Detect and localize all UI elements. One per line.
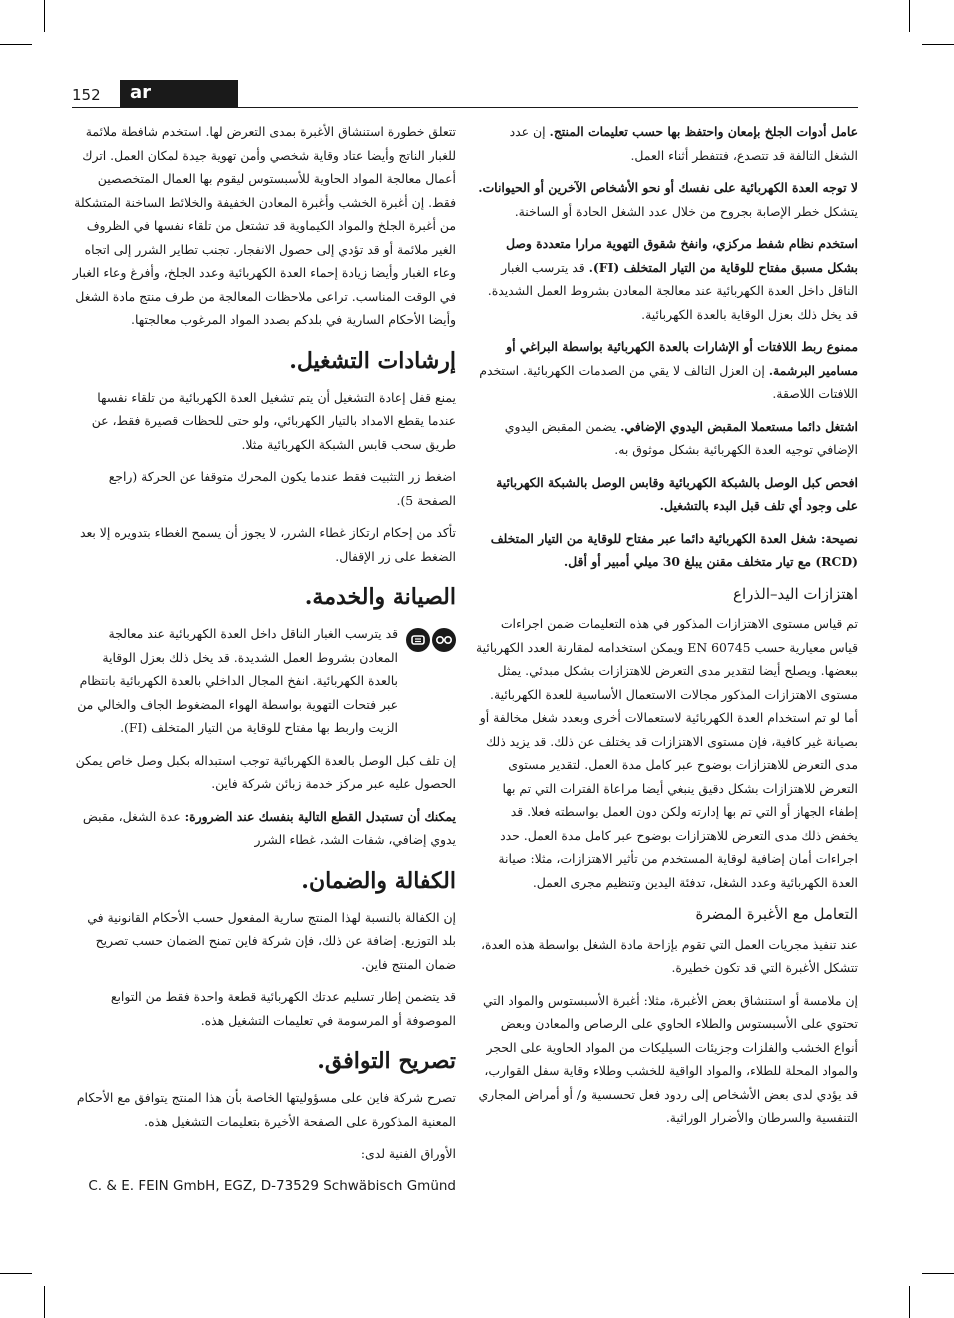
manufacturer-address: C. & E. FEIN GmbH, EGZ, D-73529 Schwäbisch Gmünd xyxy=(88,1177,456,1194)
paragraph xyxy=(474,335,858,406)
paragraph xyxy=(72,805,456,852)
crop-mark xyxy=(0,44,32,45)
paragraph xyxy=(474,612,858,894)
paragraph xyxy=(474,415,858,462)
crop-mark xyxy=(44,1286,45,1318)
paragraph xyxy=(474,527,858,574)
paragraph xyxy=(72,465,456,512)
bold-lead: افحص كبل الوصل بالشبكة الكهربائية وقابس الوصل بالشبكة الكهربائية على وجود أي تلف قبل البدء بالتشغيل. xyxy=(496,474,858,513)
paragraph xyxy=(474,120,858,167)
safety-icons xyxy=(406,628,456,652)
paragraph xyxy=(72,1142,456,1166)
bold-lead: استخدم نظام شفط مركزي، وانفخ شقوق التهوية مرارا متعددة وصل بشكل مسبق مفتاح للوقاية من التيار المتخلف (FI). xyxy=(505,236,858,275)
section-heading: الصيانة والخدمة. xyxy=(304,584,456,610)
section-heading: الكفالة والضمان. xyxy=(301,867,456,894)
body-text: قد يتضمن إطار تسليم عدتك الكهربائية قطعة واحدة فقط من التوابع الموصوفة أو المرسومة في تعليمات التشغيل هذه. xyxy=(110,989,456,1028)
language-code: ar xyxy=(130,82,152,103)
maintenance-paragraph xyxy=(72,622,456,740)
crop-mark xyxy=(909,1286,910,1318)
header-rule xyxy=(72,107,858,108)
body-text: اضغط زر التثبيت فقط عندما يكون المحرك متوقفا عن الحركة (راجع الصفحة 5). xyxy=(108,469,456,508)
paragraph xyxy=(72,985,456,1032)
body-text: الأوراق الفنية لدى: xyxy=(360,1146,456,1161)
bold-lead: اشتغل دائما مستعملا المقبض اليدوي الإضافي. xyxy=(620,418,858,434)
body-text: إن العزل التالف لا يقي من الصدمات الكهربائية. استخدم اللافتات اللاصقة. xyxy=(479,362,858,401)
body-text: يضمن المقبض اليدوي الإضافي توجيه العدة الكهربائية بشكل موثوق به. xyxy=(504,418,858,457)
crop-mark xyxy=(909,0,910,32)
body-text: تصرح شركة فاين على مسؤوليتها الخاصة بأن هذا المنتج يتوافق مع الأحكام المعنية المذكورة على الصفحة الأخيرة بتعليمات التشغيل هذه. xyxy=(76,1090,456,1129)
protective-goggles-icon xyxy=(432,628,456,652)
paragraph xyxy=(474,989,858,1130)
body-text: يمنع قفل إعادة التشغيل أن يتم تشغيل العدة الكهربائية من تلقاء نفسها عندما يقطع الامداد بالتيار الكهربائي، ولو حتى للحظات قصيرة فقط، عن طريق سحب قابس الشبكة الكهربائية مثلا. xyxy=(91,389,456,452)
body-text: إن عدد الشغل التالفة قد تتصدع، فتتفطر أثناء العمل. xyxy=(509,124,858,163)
left-column xyxy=(72,120,456,1198)
paragraph xyxy=(72,749,456,796)
bold-lead: ممنوع ربط اللافتات أو الإشارات بالعدة الكهربائية بواسطة البراغي أو مسامير البرشمة. xyxy=(506,339,858,378)
crop-mark xyxy=(0,1273,32,1274)
right-column xyxy=(474,120,858,1139)
paragraph xyxy=(474,176,858,223)
section-heading: التعامل مع الأغبرة المضرة xyxy=(695,905,858,923)
body-text: تأكد من إحكام ارتكاز غطاء الشرر، لا يجوز أن يسمح الغطاء بتدويره إلا بعد الضغط على زر الإقفال. xyxy=(79,525,456,564)
bold-lead: نصيحة: شغل العدة الكهربائية دائما عبر مفتاح للوقاية من التيار المتخلف (RCD) مع تيار متخلف مقنن يبلغ 30 ميلي أمبير أو أقل. xyxy=(490,530,858,569)
body-text: تتعلق خطورة استنشاق الأغبرة بمدى التعرض لها. استخدم شافطة ملائمة للغبار الناتج وأيضا عتاد وقاية شخصي وأمن تهوية جيدة لمكان العمل. اترك أعمال معالجة المواد الحاوية للأسبستوس ليقوم بها العمال المتخصصين فقط. إن أغبرة الخشب وأغبرة المعادن الخفيفة والخلائط الساخنة المتشكلة من أغبرة الجلخ والمواد الكيماوية قد تشتعل من تلقاء نفسها في الظروف الغير ملائمة أو قد تؤدي إلى حصول الانفجار. تجنب تطاير الشرر إلى اتجاه وعاء الغبار وأيضا زيادة إحماء العدة الكهربائية وعدد الجلخ، وأفرغ وعاء الغبار في الوقت المناسب. تراعى ملاحظات المعالجة من طرف منتج مادة الشغل وأيضا الأحكام السارية في بلدكم بصدد المواد المرغوب معالجتها. xyxy=(72,124,456,327)
paragraph xyxy=(72,521,456,568)
crop-mark xyxy=(922,44,954,45)
body-text: عند تنفيذ مجريات العمل التي تقوم بإزاحة مادة الشغل بواسطة هذه العدة، تتشكل الأغبرة التي قد تكون خطيرة. xyxy=(480,936,858,975)
section-heading: اهتزازات اليد–الذراع xyxy=(733,584,858,603)
paragraph xyxy=(72,386,456,457)
paragraph xyxy=(72,906,456,977)
dust-mask-icon xyxy=(406,628,430,652)
language-badge xyxy=(120,80,238,108)
body-text: إن تلف كبل الوصل بالعدة الكهربائية توجب استبداله بكبل وصل خاص يمكن الحصول عليه عبر مركز خدمة زبائن شركة فاين. xyxy=(75,752,456,791)
icon-text-row xyxy=(72,622,456,740)
crop-mark xyxy=(44,0,45,32)
body-text: تم قياس مستوى الاهتزازات المذكور في هذه التعليمات ضمن اجراءات قياس معيارية حسب EN 60745 ويمكن استخدامه لمقارنة العدد الكهربائية ببعضها. ويصلح أيضا لتقدير مدى التعرض للاهتزازات بشكل مبدئي. يمثل مستوى الاهتزازات المذكور مجالات الاستعمال الأساسية للعدة الكهربائية. أما لو تم استخدام العدة الكهربائية لاستعمالات أخرى وبعدد شغل مخالفة أو بصيانة غير كافية، فإن مستوى الاهتزازات قد يختلف عن ذلك. قد يزيد ذلك مدى التعرض للاهتزازات بوضوح عبر كامل مدة العمل. لتقدير مستوى التعرض للاهتزازات بشكل دقيق ينبغي أيضا مراعاة الفترات التي تم بها إطفاء الجهاز أو التي تم بها إدارته ولكن دون العمل بواسطته فعلا. قد يخفض ذلك مدى التعرض للاهتزازات بوضوح عبر كامل مدة العمل. حدد اجراءات أمان إضافية لوقاية المستخدم من تأثير الاهتزازات، مثلا: صيانة العدة الكهربائية وعدد الشغل، تدفئة اليدين وتنظيم مجرى العمل. xyxy=(475,616,858,890)
page-header xyxy=(72,80,858,108)
bold-lead: لا توجه العدة الكهربائية على نفسك أو نحو الأشخاص الآخرين أو الحيوانات. xyxy=(478,180,858,195)
crop-mark xyxy=(922,1273,954,1274)
body-text: قد يترسب الغبار الناقل داخل العدة الكهربائية عند معالجة المعادن بشروط العمل الشديدة. قد يخل ذلك بعزل الوقاية بالعدة الكهربائية. انفخ المجال الداخلي بالعدة الكهربائية بانتظام عبر فتحات التهوية بواسطة الهواء المضغوط الجاف والخالي من الزيت واربط بها مفتاح للوقاية من التيار المتخلف (FI). xyxy=(77,626,398,735)
paragraph xyxy=(474,933,858,980)
body-text: إن ملامسة أو استنشاق بعض الأغبرة، مثلا: أغبرة الأسبستوس والمواد التي تحتوي على الأسبستوس والطلاء الحاوي على الرصاص والمعادن وبعض أنواع الخشب والفلزات وجزيئات السيليكات من المواد الحاوية على الحجر والمواد المحلة للطلاء، والمواد الواقية للخشب وطلاء وقاية سفل القوارب، قد يؤدي لدى بعض الأشخاص إلى ردود فعل تحسسية و/ أو أمراض المجاري التنفسية والسرطان والأضرار الوراثية. xyxy=(478,992,858,1125)
body-text: إن الكفالة بالنسبة لهذا المنتج سارية المفعول حسب الأحكام القانونية في بلد التوزيع. إضافة عن ذلك، فإن شركة فاين تمنح الضمان حسب تصريح ضمان المنتج فاين. xyxy=(87,909,456,972)
paragraph xyxy=(474,232,858,326)
section-heading: تصريح التوافق. xyxy=(317,1048,456,1074)
page-number: 152 xyxy=(72,86,101,104)
body-text: يتشكل خطر الإصابة بجروح من خلال عدد الشغل الحادة أو الساخنة. xyxy=(514,203,858,219)
section-heading: إرشادات التشغيل. xyxy=(289,347,456,374)
bold-lead: يمكنك أن تستبدل القطع التالية بنفسك عند الضرورة: xyxy=(184,808,456,824)
bold-lead: عامل أدوات الجلخ بإمعان واحتفظ بها حسب تعليمات المنتج. xyxy=(549,124,858,139)
body-text: قد يترسب الغبار الناقل داخل العدة الكهربائية عند معالجة المعادن بشروط العمل الشديدة. قد يخل ذلك بعزل الوقاية بالعدة الكهربائية. xyxy=(487,259,858,322)
icon-text xyxy=(72,622,398,740)
paragraph xyxy=(72,1086,456,1133)
body-text: عدة الشغل، مقبض يدوي إضافي، شفات الشد، غطاء الشرر xyxy=(82,808,456,847)
paragraph xyxy=(72,120,456,332)
paragraph xyxy=(474,471,858,518)
